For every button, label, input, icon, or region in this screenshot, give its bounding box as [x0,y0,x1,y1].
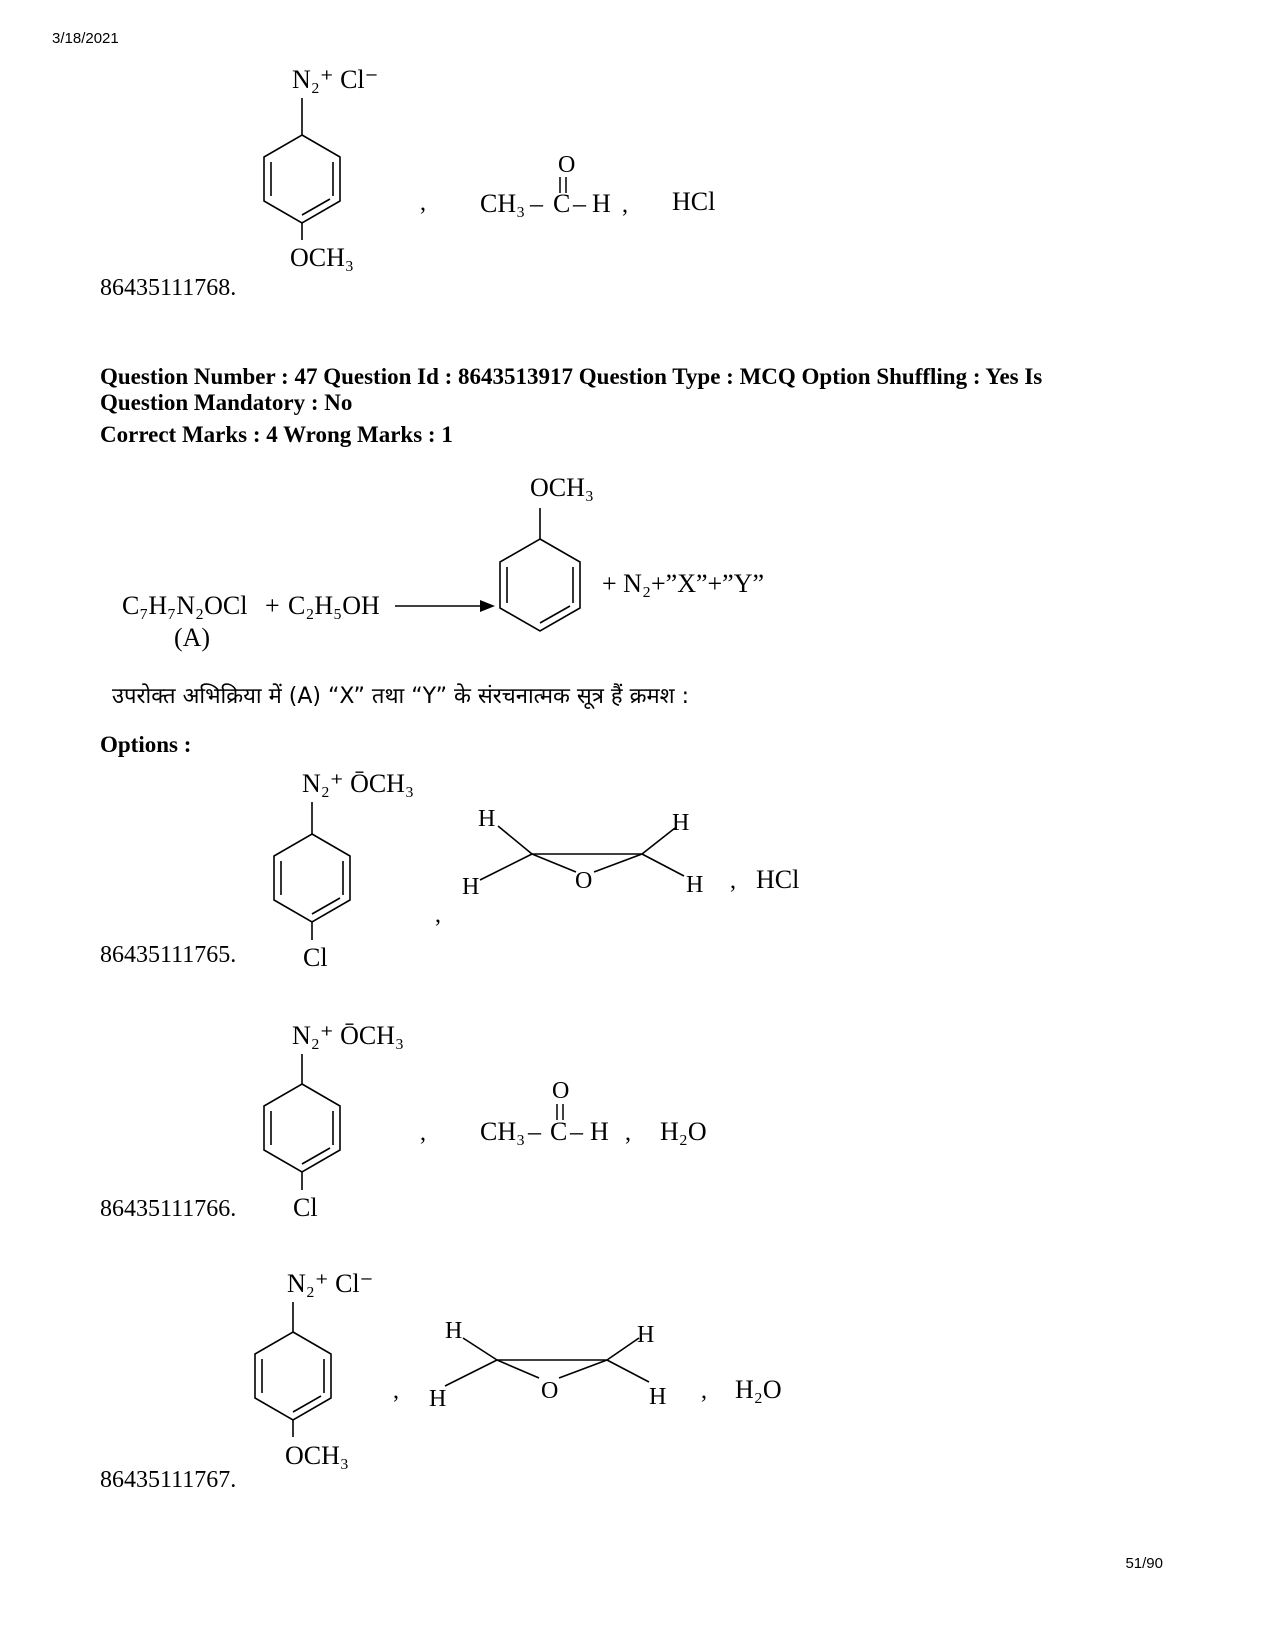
svg-text:,: , [730,868,736,894]
diazonium-salt-label: N₂⁺ Cl⁻ [292,65,379,94]
option-3-structure [235,1262,835,1494]
options-label: Options : [100,732,192,757]
epoxide-h: H [686,872,704,898]
option-structure [240,60,760,290]
page-number: 51/90 [1125,1555,1163,1572]
epoxide-h: H [478,806,496,832]
question-meta-line1: Question Number : 47 Question Id : 8643513917 Question Type : MCQ Option Shuffling : Yes Is [100,364,1043,389]
svg-text:–: – [530,189,543,218]
reactant-ethanol: C₂H₅OH [288,591,380,620]
svg-text:,: , [393,1378,399,1404]
marks-line: Correct Marks : 4 Wrong Marks : 1 [100,422,453,447]
option-id: 86435111767. [100,1467,237,1493]
acetaldehyde-h: H [590,1117,609,1146]
substituent-label: Cl [293,1193,318,1222]
diazonium-salt-label: N₂⁺ Cl⁻ [287,1269,374,1298]
carbonyl-oxygen: O [558,152,576,178]
epoxide-h: H [462,874,480,900]
option-1-structure [250,762,850,982]
option-id: 86435111768. [100,275,237,301]
diazonium-salt-label: N₂⁺ ŌCH₃ [292,1021,405,1050]
third-product: HCl [756,865,800,894]
reaction-scheme [110,468,830,668]
svg-text:,: , [701,1378,707,1404]
third-product: H₂O [660,1117,707,1146]
epoxide-h: H [429,1386,447,1412]
question-meta-line2: Question Mandatory : No [100,390,353,415]
option-2-structure [240,1012,760,1232]
acetaldehyde-c: C [550,1117,568,1146]
epoxide-o: O [575,868,593,894]
print-date: 3/18/2021 [52,30,119,47]
epoxide-o: O [541,1378,559,1404]
svg-text:,: , [435,902,441,928]
svg-text:–: – [573,189,586,218]
acetaldehyde-ch3: CH₃ [480,189,526,218]
reaction-arrow-icon [395,600,495,612]
benzene-ring-icon [264,1054,340,1190]
benzene-ring-icon [274,802,350,940]
epoxide-h: H [672,810,690,836]
substituent-label: OCH₃ [285,1441,349,1470]
substituent-label: OCH₃ [290,243,354,272]
svg-text:,: , [420,1120,426,1146]
acetaldehyde-c: C [553,189,571,218]
svg-text:,: , [622,192,628,218]
svg-text:–: – [528,1117,541,1146]
reactant-a: C₇H₇N₂OCl [122,591,248,620]
acetaldehyde-ch3: CH₃ [480,1117,526,1146]
svg-text:,: , [625,1120,631,1146]
benzene-ring-icon [264,98,340,240]
substituent-label: Cl [303,943,328,972]
option-id: 86435111765. [100,942,237,968]
comma: , [420,190,426,216]
carbonyl-oxygen: O [552,1078,570,1104]
svg-text:+: + [265,591,280,620]
option-id: 86435111766. [100,1196,237,1222]
svg-text:–: – [570,1117,583,1146]
benzene-ring-icon [500,508,580,631]
third-product: H₂O [735,1375,782,1404]
product-substituent: OCH₃ [530,473,594,502]
acetaldehyde-h: H [592,189,611,218]
diazonium-salt-label: N₂⁺ ŌCH₃ [302,769,415,798]
product-rest: + N₂+”X”+”Y” [602,569,765,598]
question-text: उपरोक्त अभिक्रिया में (A) “X” तथा “Y” के संरचनात्मक सूत्र हैं क्रमश : [112,684,690,709]
epoxide-h: H [445,1318,463,1344]
third-product: HCl [672,187,716,216]
epoxide-h: H [649,1384,667,1410]
epoxide-h: H [637,1322,655,1348]
benzene-ring-icon [255,1302,331,1437]
reactant-a-label: (A) [174,623,211,652]
